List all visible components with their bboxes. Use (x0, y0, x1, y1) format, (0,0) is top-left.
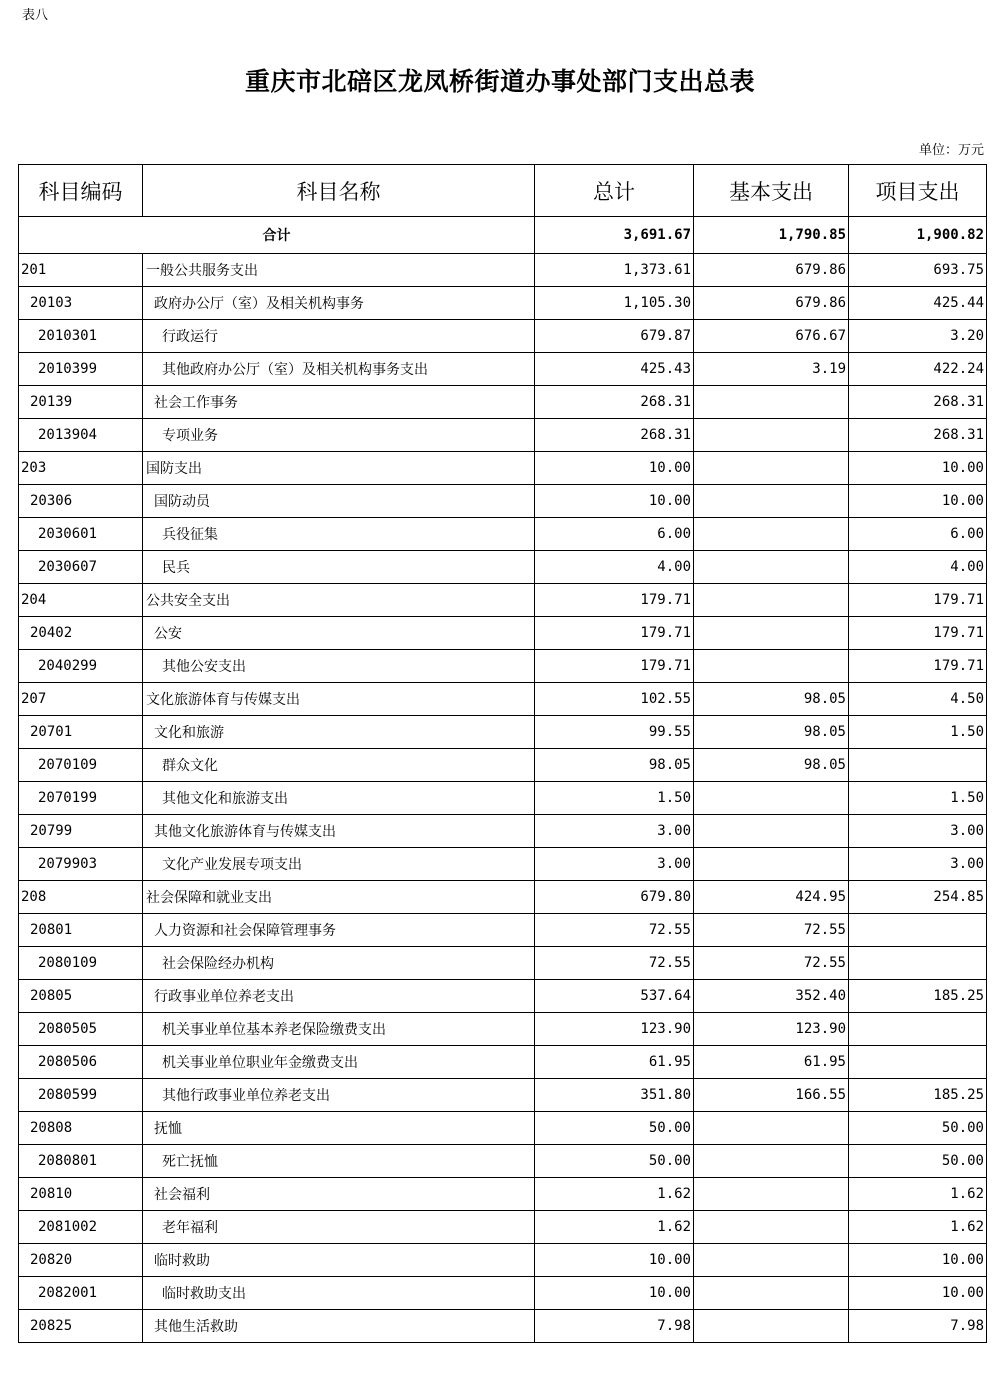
row-total: 72.55 (535, 914, 694, 947)
row-name: 机关事业单位基本养老保险缴费支出 (143, 1013, 535, 1046)
row-project: 1.62 (849, 1178, 987, 1211)
row-project: 3.00 (849, 815, 987, 848)
row-basic (694, 485, 849, 518)
row-name: 文化旅游体育与传媒支出 (143, 683, 535, 716)
row-name: 社会工作事务 (143, 386, 535, 419)
row-basic (694, 1145, 849, 1178)
table-row (19, 419, 987, 452)
row-project: 1.62 (849, 1211, 987, 1244)
row-code: 2082001 (19, 1277, 143, 1310)
row-total: 10.00 (535, 485, 694, 518)
row-project: 50.00 (849, 1145, 987, 1178)
row-total: 179.71 (535, 617, 694, 650)
row-total: 72.55 (535, 947, 694, 980)
row-project: 1.50 (849, 716, 987, 749)
row-total: 537.64 (535, 980, 694, 1013)
table-number-label: 表八 (22, 8, 49, 23)
row-total: 61.95 (535, 1046, 694, 1079)
row-basic: 679.86 (694, 254, 849, 287)
row-basic (694, 584, 849, 617)
table-row (19, 584, 987, 617)
row-code: 2080506 (19, 1046, 143, 1079)
total-label: 合计 (19, 217, 535, 254)
table-row (19, 980, 987, 1013)
table-row (19, 386, 987, 419)
row-basic: 123.90 (694, 1013, 849, 1046)
row-project: 10.00 (849, 1277, 987, 1310)
row-total: 425.43 (535, 353, 694, 386)
row-basic (694, 848, 849, 881)
row-project (849, 1013, 987, 1046)
row-project: 10.00 (849, 1244, 987, 1277)
row-project (849, 749, 987, 782)
row-project: 1.50 (849, 782, 987, 815)
table-row (19, 320, 987, 353)
row-project: 4.50 (849, 683, 987, 716)
row-basic: 98.05 (694, 749, 849, 782)
row-name: 人力资源和社会保障管理事务 (143, 914, 535, 947)
row-total: 268.31 (535, 419, 694, 452)
row-name: 政府办公厅（室）及相关机构事务 (143, 287, 535, 320)
row-name: 社会保障和就业支出 (143, 881, 535, 914)
row-total: 351.80 (535, 1079, 694, 1112)
row-project: 50.00 (849, 1112, 987, 1145)
row-project: 179.71 (849, 617, 987, 650)
row-name: 社会福利 (143, 1178, 535, 1211)
page-title: 重庆市北碚区龙凤桥街道办事处部门支出总表 (244, 67, 755, 96)
row-code: 2010399 (19, 353, 143, 386)
row-basic (694, 551, 849, 584)
row-total: 10.00 (535, 1277, 694, 1310)
row-basic (694, 1178, 849, 1211)
row-name: 其他生活救助 (143, 1310, 535, 1343)
row-code: 2080801 (19, 1145, 143, 1178)
table-row (19, 1211, 987, 1244)
row-basic: 676.67 (694, 320, 849, 353)
row-name: 国防支出 (143, 452, 535, 485)
row-code: 2079903 (19, 848, 143, 881)
row-basic (694, 386, 849, 419)
row-basic: 98.05 (694, 716, 849, 749)
row-name: 其他公安支出 (143, 650, 535, 683)
row-basic: 424.95 (694, 881, 849, 914)
table-row (19, 485, 987, 518)
row-name: 社会保险经办机构 (143, 947, 535, 980)
row-code: 2081002 (19, 1211, 143, 1244)
row-code: 201 (19, 254, 143, 287)
row-total: 50.00 (535, 1112, 694, 1145)
table-row (19, 254, 987, 287)
total-project: 1,900.82 (849, 217, 987, 254)
row-basic (694, 1211, 849, 1244)
table-row (19, 782, 987, 815)
unit-label: 单位：万元 (918, 143, 984, 158)
row-total: 50.00 (535, 1145, 694, 1178)
row-total: 7.98 (535, 1310, 694, 1343)
table-row (19, 716, 987, 749)
row-project: 179.71 (849, 650, 987, 683)
row-project: 422.24 (849, 353, 987, 386)
row-code: 20801 (19, 914, 143, 947)
row-basic (694, 1277, 849, 1310)
header-total: 总计 (535, 165, 694, 217)
row-basic: 61.95 (694, 1046, 849, 1079)
row-basic: 352.40 (694, 980, 849, 1013)
row-code: 20402 (19, 617, 143, 650)
row-project: 179.71 (849, 584, 987, 617)
row-code: 20306 (19, 485, 143, 518)
row-project: 268.31 (849, 386, 987, 419)
row-basic (694, 452, 849, 485)
row-project: 185.25 (849, 980, 987, 1013)
row-name: 文化产业发展专项支出 (143, 848, 535, 881)
table-row (19, 518, 987, 551)
row-project: 268.31 (849, 419, 987, 452)
row-code: 20808 (19, 1112, 143, 1145)
row-total: 10.00 (535, 452, 694, 485)
row-name: 其他文化和旅游支出 (143, 782, 535, 815)
row-code: 20139 (19, 386, 143, 419)
table-row (19, 1046, 987, 1079)
row-code: 20825 (19, 1310, 143, 1343)
header-basic: 基本支出 (694, 165, 849, 217)
table-row (19, 1145, 987, 1178)
row-project: 7.98 (849, 1310, 987, 1343)
row-basic: 166.55 (694, 1079, 849, 1112)
row-total: 179.71 (535, 650, 694, 683)
row-code: 2010301 (19, 320, 143, 353)
total-basic: 1,790.85 (694, 217, 849, 254)
row-project (849, 947, 987, 980)
header-row (19, 165, 987, 217)
row-code: 207 (19, 683, 143, 716)
row-code: 20799 (19, 815, 143, 848)
table-row (19, 1079, 987, 1112)
row-project: 10.00 (849, 485, 987, 518)
row-basic: 3.19 (694, 353, 849, 386)
row-code: 203 (19, 452, 143, 485)
table-row (19, 947, 987, 980)
row-name: 民兵 (143, 551, 535, 584)
row-basic: 679.86 (694, 287, 849, 320)
table-row (19, 452, 987, 485)
row-basic: 72.55 (694, 947, 849, 980)
table-row (19, 1112, 987, 1145)
row-code: 20805 (19, 980, 143, 1013)
header-code: 科目编码 (19, 165, 143, 217)
row-project: 6.00 (849, 518, 987, 551)
row-total: 10.00 (535, 1244, 694, 1277)
table-row (19, 848, 987, 881)
row-code: 2070109 (19, 749, 143, 782)
table-row (19, 287, 987, 320)
row-total: 1,373.61 (535, 254, 694, 287)
row-name: 临时救助支出 (143, 1277, 535, 1310)
expenditure-table (18, 164, 987, 1343)
row-code: 2040299 (19, 650, 143, 683)
row-code: 20103 (19, 287, 143, 320)
row-total: 102.55 (535, 683, 694, 716)
table-row (19, 650, 987, 683)
row-basic: 98.05 (694, 683, 849, 716)
row-project: 3.20 (849, 320, 987, 353)
table-row (19, 1310, 987, 1343)
row-name: 老年福利 (143, 1211, 535, 1244)
total-row (19, 217, 987, 254)
table-row (19, 551, 987, 584)
row-total: 1,105.30 (535, 287, 694, 320)
row-code: 2080109 (19, 947, 143, 980)
row-total: 3.00 (535, 815, 694, 848)
row-code: 204 (19, 584, 143, 617)
total-amount: 3,691.67 (535, 217, 694, 254)
row-total: 1.62 (535, 1178, 694, 1211)
row-total: 123.90 (535, 1013, 694, 1046)
row-name: 其他政府办公厅（室）及相关机构事务支出 (143, 353, 535, 386)
row-basic: 72.55 (694, 914, 849, 947)
row-code: 20820 (19, 1244, 143, 1277)
row-total: 1.62 (535, 1211, 694, 1244)
row-code: 20701 (19, 716, 143, 749)
row-basic (694, 782, 849, 815)
row-name: 公安 (143, 617, 535, 650)
row-total: 4.00 (535, 551, 694, 584)
row-project (849, 914, 987, 947)
row-total: 99.55 (535, 716, 694, 749)
row-total: 6.00 (535, 518, 694, 551)
row-name: 死亡抚恤 (143, 1145, 535, 1178)
row-name: 国防动员 (143, 485, 535, 518)
row-project: 425.44 (849, 287, 987, 320)
row-project: 693.75 (849, 254, 987, 287)
row-total: 679.80 (535, 881, 694, 914)
row-name: 兵役征集 (143, 518, 535, 551)
row-code: 2030607 (19, 551, 143, 584)
row-name: 公共安全支出 (143, 584, 535, 617)
table-row (19, 1178, 987, 1211)
table-row (19, 1277, 987, 1310)
row-project: 3.00 (849, 848, 987, 881)
row-name: 群众文化 (143, 749, 535, 782)
table-row (19, 1244, 987, 1277)
table-row (19, 353, 987, 386)
table-row (19, 815, 987, 848)
table-row (19, 617, 987, 650)
header-project: 项目支出 (849, 165, 987, 217)
row-basic (694, 1310, 849, 1343)
row-basic (694, 419, 849, 452)
row-basic (694, 518, 849, 551)
row-total: 3.00 (535, 848, 694, 881)
row-project: 185.25 (849, 1079, 987, 1112)
row-code: 2080599 (19, 1079, 143, 1112)
row-total: 98.05 (535, 749, 694, 782)
row-project: 10.00 (849, 452, 987, 485)
row-code: 2080505 (19, 1013, 143, 1046)
row-basic (694, 1112, 849, 1145)
row-name: 专项业务 (143, 419, 535, 452)
row-name: 其他行政事业单位养老支出 (143, 1079, 535, 1112)
row-name: 抚恤 (143, 1112, 535, 1145)
table-row (19, 749, 987, 782)
row-name: 行政事业单位养老支出 (143, 980, 535, 1013)
row-code: 20810 (19, 1178, 143, 1211)
row-project: 4.00 (849, 551, 987, 584)
header-name: 科目名称 (143, 165, 535, 217)
table-row (19, 881, 987, 914)
row-total: 679.87 (535, 320, 694, 353)
row-name: 其他文化旅游体育与传媒支出 (143, 815, 535, 848)
row-name: 一般公共服务支出 (143, 254, 535, 287)
row-name: 行政运行 (143, 320, 535, 353)
row-total: 179.71 (535, 584, 694, 617)
table-row (19, 1013, 987, 1046)
row-code: 2013904 (19, 419, 143, 452)
row-basic (694, 650, 849, 683)
table-row (19, 683, 987, 716)
row-name: 机关事业单位职业年金缴费支出 (143, 1046, 535, 1079)
row-code: 208 (19, 881, 143, 914)
row-project: 254.85 (849, 881, 987, 914)
row-total: 268.31 (535, 386, 694, 419)
row-basic (694, 1244, 849, 1277)
row-basic (694, 815, 849, 848)
row-name: 文化和旅游 (143, 716, 535, 749)
table-row (19, 914, 987, 947)
row-code: 2070199 (19, 782, 143, 815)
row-total: 1.50 (535, 782, 694, 815)
row-code: 2030601 (19, 518, 143, 551)
row-name: 临时救助 (143, 1244, 535, 1277)
row-project (849, 1046, 987, 1079)
row-basic (694, 617, 849, 650)
